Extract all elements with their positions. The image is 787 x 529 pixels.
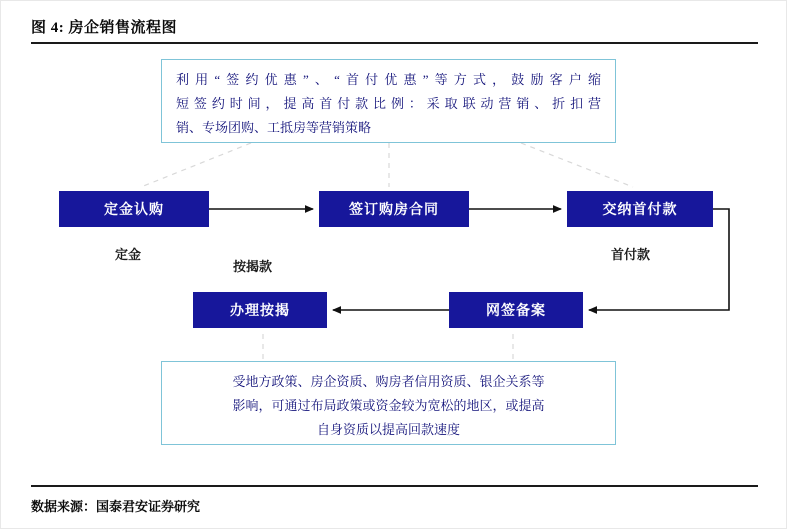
note-line: 短签约时间，提高首付款比例：采取联动营销、折扣营 xyxy=(176,96,601,111)
note-line: 自身资质以提高回款速度 xyxy=(316,422,460,437)
marketing-strategy-note xyxy=(161,59,616,143)
flow-box-dingjin[interactable] xyxy=(59,191,209,227)
flow-label-anjie: 按揭款 xyxy=(233,259,273,274)
flow-box-label: 定金认购 xyxy=(104,203,164,218)
note-line: 受地方政策、房企资质、购房者信用资质、银企关系等 xyxy=(232,374,545,389)
flow-box-hetong[interactable] xyxy=(319,191,469,227)
policy-factors-note xyxy=(161,361,616,445)
flow-box-shoufu[interactable] xyxy=(567,191,713,227)
title-divider xyxy=(31,42,758,44)
flow-box-label: 签订购房合同 xyxy=(349,203,439,218)
note-line: 利用“签约优惠”、“首付优惠”等方式，鼓励客户缩 xyxy=(176,72,601,87)
flow-label-shoufu: 首付款 xyxy=(611,247,651,262)
source-row xyxy=(31,493,758,517)
flow-box-anjie[interactable] xyxy=(193,292,327,328)
note-line: 销、专场团购、工抵房等营销策略 xyxy=(176,120,372,135)
flow-label-dingjin: 定金 xyxy=(115,247,142,262)
source-divider xyxy=(31,485,758,487)
flow-box-label: 交纳首付款 xyxy=(602,203,678,218)
flow-box-wangqian[interactable] xyxy=(449,292,583,328)
figure-title-row xyxy=(31,13,758,39)
source-text: 数据来源：国泰君安证券研究 xyxy=(31,498,201,514)
page-title: 图 4: 房企销售流程图 xyxy=(31,19,177,36)
flow-box-label: 网签备案 xyxy=(486,304,546,319)
note-line: 影响，可通过布局政策或资金较为宽松的地区，或提高 xyxy=(232,398,545,413)
flow-box-label: 办理按揭 xyxy=(230,304,290,319)
